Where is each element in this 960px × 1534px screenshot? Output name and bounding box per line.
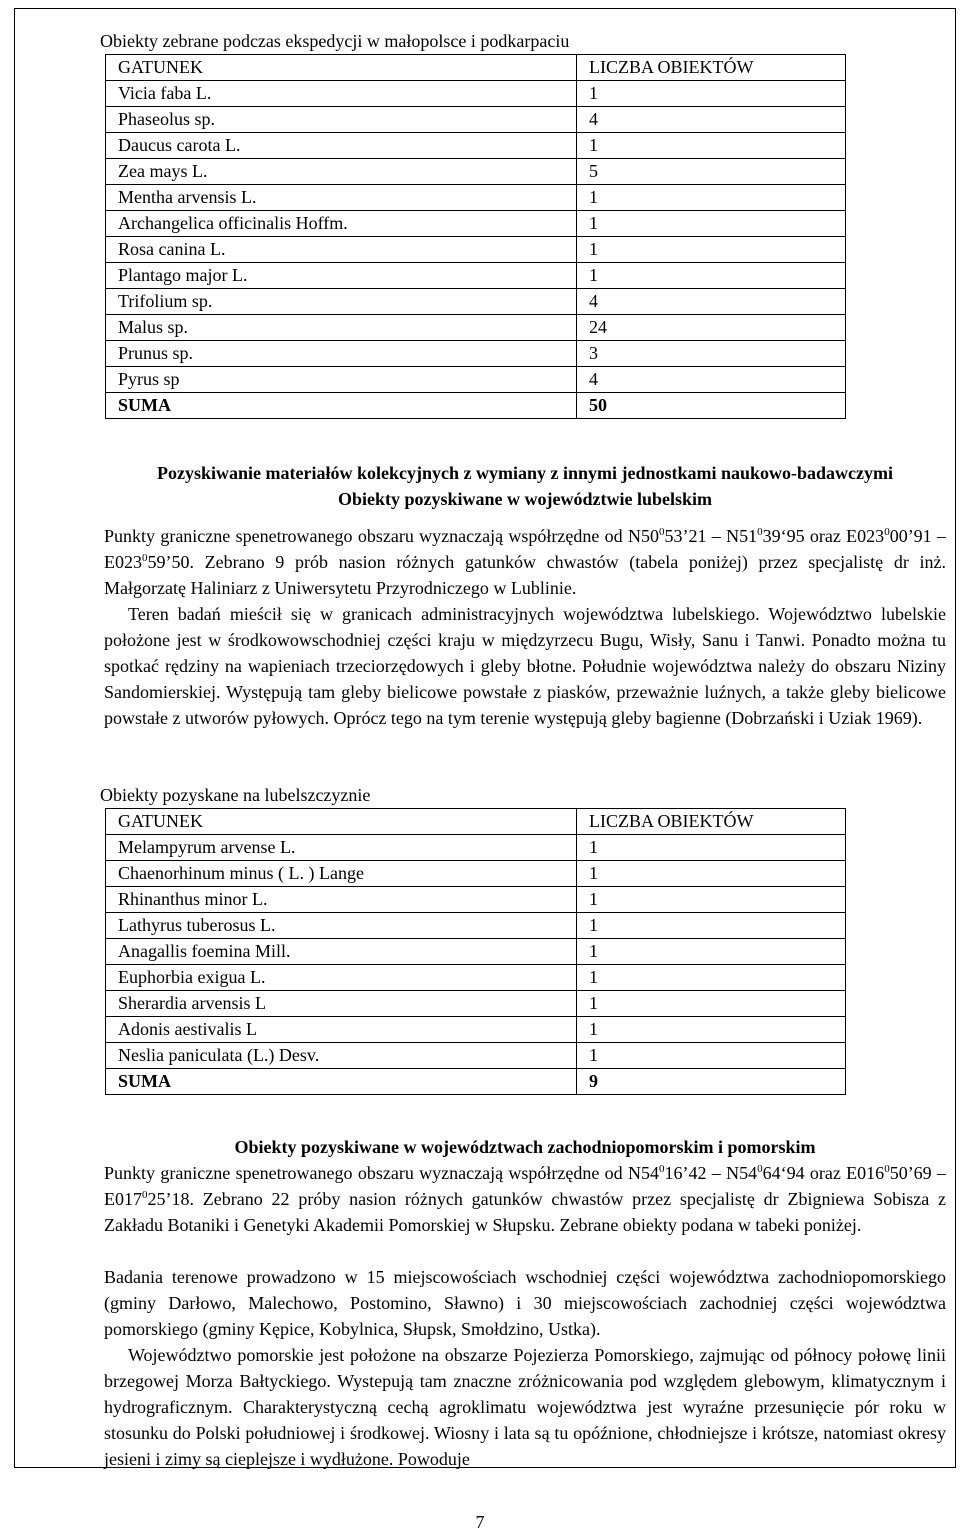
- page-number: 7: [475, 1512, 485, 1532]
- species-cell: Anagallis foemina Mill.: [106, 939, 577, 965]
- species-table-malopolska: [105, 54, 846, 419]
- section-heading-lubelskie: Obiekty pozyskiwane w województwie lubelskim: [337, 489, 712, 509]
- count-cell: 4: [577, 289, 846, 315]
- table-row: [106, 81, 846, 107]
- count-cell: 24: [577, 315, 846, 341]
- species-cell: GATUNEK: [106, 55, 577, 81]
- species-cell: Malus sp.: [106, 315, 577, 341]
- degree-sup: 0: [757, 526, 763, 538]
- count-cell: 50: [577, 393, 846, 419]
- count-cell: 9: [577, 1069, 846, 1095]
- species-cell: Rosa canina L.: [106, 237, 577, 263]
- table-row: [106, 861, 846, 887]
- species-cell: Lathyrus tuberosus L.: [106, 913, 577, 939]
- table-row: [106, 263, 846, 289]
- count-cell: 1: [577, 939, 846, 965]
- coords-text: 50’69 – E017: [104, 1163, 946, 1209]
- table-sum-row: [106, 1069, 846, 1095]
- species-cell: GATUNEK: [106, 809, 577, 835]
- species-cell: SUMA: [106, 1069, 577, 1095]
- table-row: [106, 367, 846, 393]
- count-cell: 1: [577, 185, 846, 211]
- table-row: [106, 159, 846, 185]
- species-cell: Phaseolus sp.: [106, 107, 577, 133]
- degree-sup: 0: [757, 1163, 763, 1175]
- species-cell: Adonis aestivalis L: [106, 1017, 577, 1043]
- species-cell: Pyrus sp: [106, 367, 577, 393]
- degree-sup: 0: [884, 526, 890, 538]
- degree-sup: 0: [884, 1163, 890, 1175]
- coords-text: 16’42 – N54: [664, 1163, 758, 1183]
- table-row: [106, 887, 846, 913]
- count-cell: 1: [577, 913, 846, 939]
- table-row: [106, 237, 846, 263]
- count-cell: 1: [577, 887, 846, 913]
- degree-sup: 0: [658, 526, 665, 538]
- table-row: [106, 185, 846, 211]
- degree-sup: 0: [142, 1189, 148, 1201]
- table2-caption: Obiekty pozyskane na lubelszczyznie: [100, 785, 371, 805]
- count-cell: 4: [577, 367, 846, 393]
- species-cell: Daucus carota L.: [106, 133, 577, 159]
- table-row: [106, 991, 846, 1017]
- table-row: [106, 965, 846, 991]
- species-cell: Zea mays L.: [106, 159, 577, 185]
- count-cell: 1: [577, 133, 846, 159]
- table-row: [106, 1017, 846, 1043]
- paragraph-pomorskie-coords: [104, 1160, 946, 1238]
- count-cell: 1: [577, 1043, 846, 1069]
- count-cell: 3: [577, 341, 846, 367]
- degree-sup: 0: [142, 552, 148, 564]
- section-heading-exchange: Pozyskiwanie materiałów kolekcyjnych z wymiany z innymi jednostkami naukowo-badawczymi: [156, 463, 893, 483]
- paragraph-text: Zebrano 22 próby nasion różnych gatunków chwastów przez specjalistę dr Zbigniewa Sobisza z Zakładu Botaniki i Genetyki Akademii Pomorskiej w Słupsku. Zebrane obiekty podana w tabeki poniżej.: [104, 1189, 946, 1235]
- count-cell: 1: [577, 211, 846, 237]
- species-cell: Melampyrum arvense L.: [106, 835, 577, 861]
- count-cell: 1: [577, 263, 846, 289]
- paragraph-text: Zebrano 9 prób nasion różnych gatunków chwastów (tabela poniżej) przez specjalistę dr inż. Małgorzatę Haliniarz z Uniwersytetu Przyrodniczego w Lublinie.: [104, 552, 946, 598]
- table-row: [106, 835, 846, 861]
- species-cell: Prunus sp.: [106, 341, 577, 367]
- degree-sup: 0: [658, 1163, 665, 1175]
- paragraph-pomorskie-research: Badania terenowe prowadzono w 15 miejscowościach wschodniej części województwa zachodniopomorskiego (gminy Darłowo, Malechowo, Postomino, Sławno) i 30 miejscowościach zachodniej części województwa pomorskiego (gminy Kępice, Kobylnica, Słupsk, Smołdzino, Ustka).: [104, 1267, 946, 1339]
- count-cell: 1: [577, 965, 846, 991]
- species-cell: Vicia faba L.: [106, 81, 577, 107]
- table1-caption: Obiekty zebrane podczas ekspedycji w małopolsce i podkarpaciu: [100, 31, 570, 51]
- coords-text: Punkty graniczne spenetrowanego obszaru wyznaczają współrzędne od N54: [104, 1163, 659, 1183]
- species-cell: SUMA: [106, 393, 577, 419]
- species-table-lubelskie: [105, 808, 846, 1095]
- table-row: [106, 913, 846, 939]
- species-cell: Rhinanthus minor L.: [106, 887, 577, 913]
- species-cell: Trifolium sp.: [106, 289, 577, 315]
- count-cell: LICZBA OBIEKTÓW: [577, 809, 846, 835]
- table-row: [106, 211, 846, 237]
- species-cell: Euphorbia exigua L.: [106, 965, 577, 991]
- table-row: [106, 289, 846, 315]
- table-row: [106, 1043, 846, 1069]
- species-cell: Archangelica officinalis Hoffm.: [106, 211, 577, 237]
- table-row: [106, 133, 846, 159]
- section-heading-pomorskie: Obiekty pozyskiwane w województwach zachodniopomorskim i pomorskim: [234, 1137, 816, 1157]
- count-cell: 1: [577, 81, 846, 107]
- species-cell: Sherardia arvensis L: [106, 991, 577, 1017]
- coords-text: 53’21 – N51: [664, 526, 758, 546]
- count-cell: 1: [577, 835, 846, 861]
- table-row: [106, 107, 846, 133]
- coords-text: Punkty graniczne spenetrowanego obszaru wyznaczają współrzędne od N50: [104, 526, 659, 546]
- count-cell: 1: [577, 861, 846, 887]
- count-cell: 1: [577, 1017, 846, 1043]
- coords-text: 64‘94 oraz E016: [762, 1163, 885, 1183]
- species-cell: Neslia paniculata (L.) Desv.: [106, 1043, 577, 1069]
- count-cell: 1: [577, 237, 846, 263]
- table-sum-row: [106, 393, 846, 419]
- paragraph-pomorskie-region: Województwo pomorskie jest położone na obszarze Pojezierza Pomorskiego, zajmując od północy połowę linii brzegowej Morza Bałtyckiego. Wystepują tam znaczne zróżnicowania pod względem glebowym, klimatycznym i hydrograficznym. Charakterystyczną cechą agroklimatu województwa jest wyraźne przesunięcie pór roku w stosunku do Polski południowej i środkowej. Wiosny i lata są tu opóźnione, chłodniejsze i krótsze, natomiast okresy jesieni i zimy są cieplejsze i wydłużone. Powoduje: [104, 1345, 946, 1469]
- table-header-row: [106, 55, 846, 81]
- table-row: [106, 939, 846, 965]
- species-cell: Plantago major L.: [106, 263, 577, 289]
- coords-text: 39‘95 oraz E023: [762, 526, 885, 546]
- count-cell: 5: [577, 159, 846, 185]
- species-cell: Chaenorhinum minus ( L. ) Lange: [106, 861, 577, 887]
- species-cell: Mentha arvensis L.: [106, 185, 577, 211]
- coords-text: 25’18.: [147, 1189, 194, 1209]
- count-cell: LICZBA OBIEKTÓW: [577, 55, 846, 81]
- paragraph-lubelskie-coords: [104, 523, 946, 601]
- coords-text: 59’50.: [147, 552, 194, 572]
- paragraph-lubelskie-soil: Teren badań mieścił się w granicach administracyjnych województwa lubelskiego. Województwo lubelskie położone jest w środkowowschodniej części kraju w międzyrzecu Bugu, Wisły, Sanu i Tanwi. Ponadto można tu spotkać rędziny na wapieniach trzeciorzędowych i gleby błotne. Południe województwa należy do obszaru Niziny Sandomierskiej. Występują tam gleby bielicowe powstałe z piasków, przeważnie luźnych, a także gleby bielicowe powstałe z utworów pyłowych. Oprócz tego na tym terenie występują gleby bagienne (Dobrzański i Uziak 1969).: [104, 604, 946, 728]
- table-row: [106, 341, 846, 367]
- coords-text: 00’91 – E023: [104, 526, 946, 572]
- count-cell: 4: [577, 107, 846, 133]
- count-cell: 1: [577, 991, 846, 1017]
- table-row: [106, 315, 846, 341]
- table-header-row: [106, 809, 846, 835]
